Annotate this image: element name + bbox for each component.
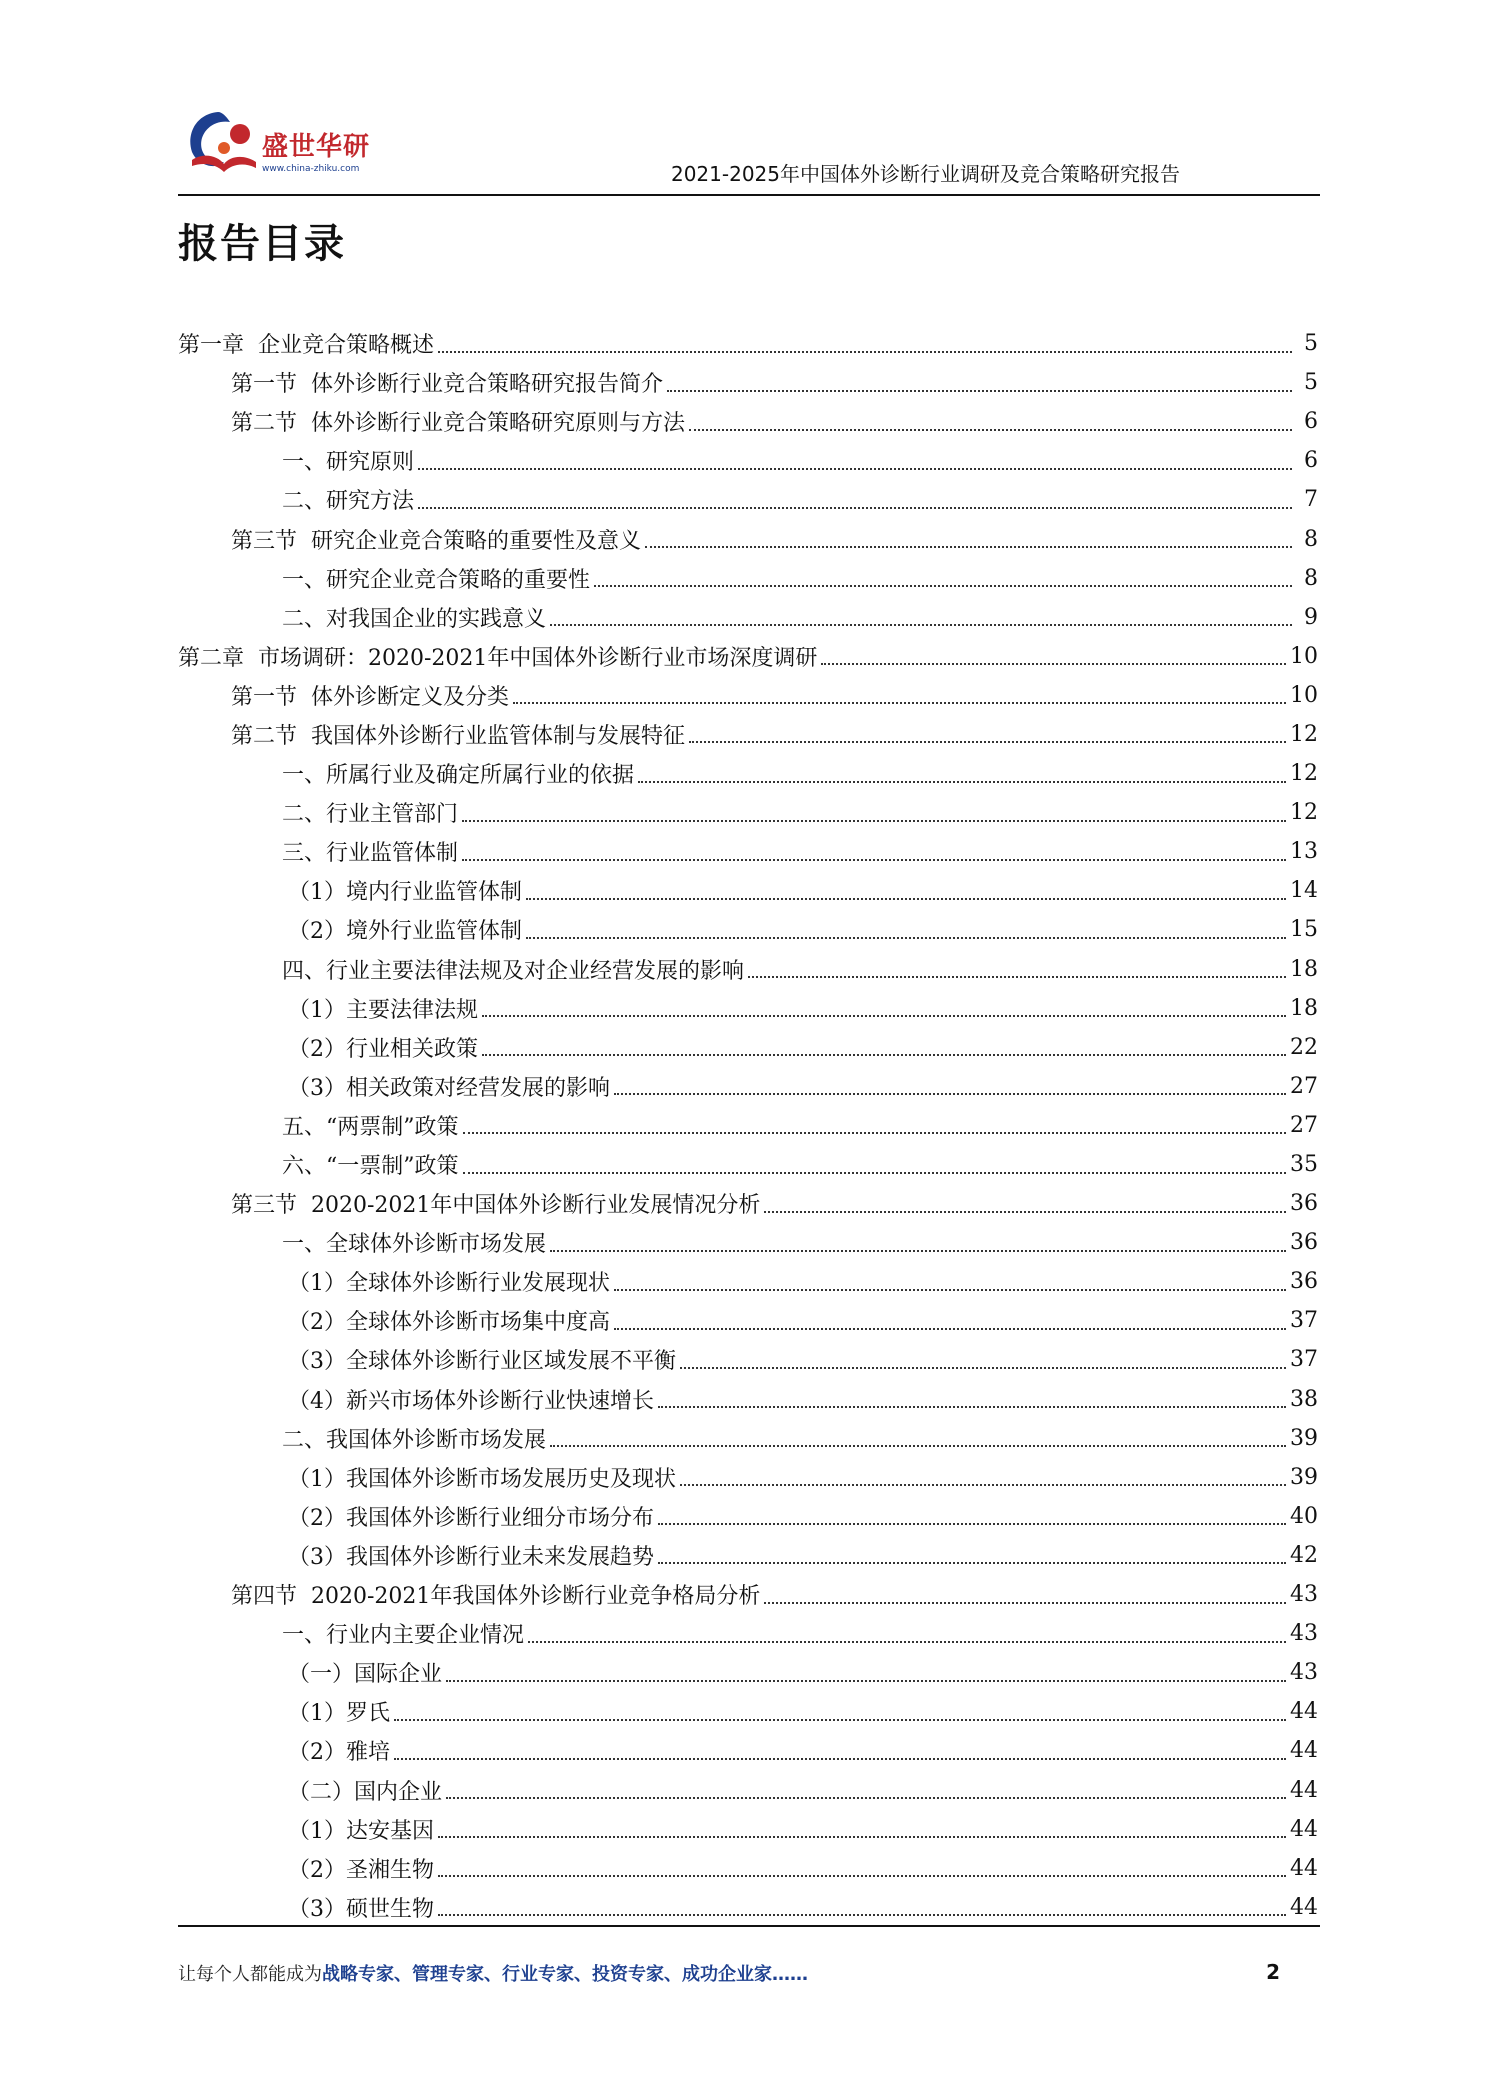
toc-entry-page: 27 (1290, 1073, 1318, 1099)
toc-dot-leader (446, 1797, 1286, 1799)
toc-entry-page: 10 (1290, 643, 1318, 669)
toc-entry[interactable] (178, 1614, 1318, 1653)
toc-entry-title: 第三节 研究企业竞合策略的重要性及意义 (231, 524, 643, 555)
toc-entry[interactable] (178, 1653, 1318, 1692)
toc-entry-page: 10 (1290, 682, 1318, 708)
toc-entry-page: 37 (1290, 1347, 1318, 1373)
toc-entry[interactable] (178, 519, 1318, 558)
toc-dot-leader (394, 1719, 1286, 1721)
toc-entry-page: 42 (1290, 1542, 1318, 1568)
toc-dot-leader (614, 1289, 1286, 1291)
toc-dot-leader (689, 741, 1286, 743)
toc-entry-title: （2）雅培 (288, 1735, 392, 1766)
logo-url: www.china-zhiku.com (262, 164, 360, 174)
toc-entry[interactable] (178, 363, 1318, 402)
toc-entry-page: 39 (1290, 1464, 1318, 1490)
toc-dot-leader (667, 390, 1292, 392)
toc-dot-leader (463, 1172, 1287, 1174)
toc-entry-title: 一、研究企业竞合策略的重要性 (282, 563, 592, 594)
toc-entry[interactable] (178, 989, 1318, 1028)
toc-entry-title: （2）行业相关政策 (288, 1032, 480, 1063)
toc-entry-page: 35 (1290, 1152, 1318, 1178)
toc-entry[interactable] (178, 324, 1318, 363)
toc-entry-page: 44 (1290, 1894, 1318, 1920)
toc-entry-title: 第三节 2020-2021年中国体外诊断行业发展情况分析 (231, 1188, 762, 1219)
toc-entry-title: 二、行业主管部门 (282, 797, 460, 828)
toc-dot-leader (658, 1523, 1286, 1525)
logo-name: 盛世华研 (262, 132, 371, 162)
toc-entry[interactable] (178, 1458, 1318, 1497)
toc-dot-leader (482, 1015, 1286, 1017)
toc-dot-leader (594, 585, 1292, 587)
toc-entry[interactable] (178, 1106, 1318, 1145)
toc-entry[interactable] (178, 832, 1318, 871)
toc-entry-title: （1）主要法律法规 (288, 993, 480, 1024)
toc-entry[interactable] (178, 1497, 1318, 1536)
toc-entry[interactable] (178, 754, 1318, 793)
toc-entry[interactable] (178, 910, 1318, 949)
toc-entry-page: 15 (1290, 917, 1318, 943)
toc-entry[interactable] (178, 598, 1318, 637)
document-title: 2021-2025年中国体外诊断行业调研及竞合策略研究报告 (670, 162, 1180, 186)
toc-entry-title: 一、所属行业及确定所属行业的依据 (282, 758, 636, 789)
toc-entry[interactable] (178, 676, 1318, 715)
toc-entry-title: （3）全球体外诊断行业区域发展不平衡 (288, 1344, 678, 1375)
toc-entry-page: 5 (1294, 331, 1318, 356)
footer-divider (178, 1925, 1320, 1927)
toc-entry-page: 37 (1290, 1308, 1318, 1334)
toc-dot-leader (550, 1250, 1286, 1252)
toc-dot-leader (680, 1484, 1286, 1486)
toc-entry-title: 一、行业内主要企业情况 (282, 1618, 526, 1649)
toc-dot-leader (764, 1211, 1286, 1213)
toc-entry[interactable] (178, 1888, 1318, 1927)
toc-entry-page: 6 (1294, 409, 1318, 434)
toc-dot-leader (658, 1406, 1286, 1408)
toc-entry-title: （2）全球体外诊断市场集中度高 (288, 1305, 612, 1336)
toc-entry-page: 5 (1294, 370, 1318, 395)
toc-dot-leader (821, 663, 1286, 665)
toc-entry-title: （1）达安基因 (288, 1814, 436, 1845)
toc-dot-leader (528, 1641, 1286, 1643)
toc-entry-title: 一、全球体外诊断市场发展 (282, 1227, 548, 1258)
toc-entry-page: 36 (1290, 1269, 1318, 1295)
toc-entry-title: （1）我国体外诊断市场发展历史及现状 (288, 1462, 678, 1493)
page-footer (178, 1960, 1320, 1990)
toc-entry-page: 7 (1294, 487, 1318, 512)
toc-entry-page: 13 (1290, 839, 1318, 865)
toc-entry-title: 第二节 我国体外诊断行业监管体制与发展特征 (231, 719, 687, 750)
toc-dot-leader (689, 429, 1292, 431)
toc-dot-leader (438, 1875, 1286, 1877)
toc-entry[interactable] (178, 950, 1318, 989)
toc-entry-title: 第一节 体外诊断行业竞合策略研究报告简介 (231, 367, 665, 398)
toc-entry-title: 第四节 2020-2021年我国体外诊断行业竞争格局分析 (231, 1579, 762, 1610)
page-heading: 报告目录 (178, 221, 346, 267)
toc-entry[interactable] (178, 715, 1318, 754)
toc-entry-page: 22 (1290, 1034, 1318, 1060)
header-divider (178, 194, 1320, 196)
toc-entry-title: （2）境外行业监管体制 (288, 914, 524, 945)
toc-dot-leader (550, 1445, 1286, 1447)
toc-entry-title: （二）国内企业 (288, 1775, 444, 1806)
toc-entry[interactable] (178, 871, 1318, 910)
toc-entry[interactable] (178, 1692, 1318, 1731)
toc-entry-title: （3）我国体外诊断行业未来发展趋势 (288, 1540, 656, 1571)
toc-dot-leader (438, 351, 1292, 353)
toc-entry[interactable] (178, 441, 1318, 480)
toc-entry-title: （1）全球体外诊断行业发展现状 (288, 1266, 612, 1297)
toc-dot-leader (394, 1758, 1286, 1760)
footer-slogan-prefix: 让每个人都能成为 (178, 1964, 322, 1985)
toc-dot-leader (638, 781, 1286, 783)
toc-dot-leader (418, 507, 1292, 509)
toc-entry[interactable] (178, 1340, 1318, 1379)
toc-entry-page: 36 (1290, 1191, 1318, 1217)
toc-entry[interactable] (178, 793, 1318, 832)
toc-entry-page: 8 (1294, 527, 1318, 552)
toc-dot-leader (645, 546, 1292, 548)
toc-entry-title: 一、研究原则 (282, 445, 416, 476)
toc-entry-page: 40 (1290, 1503, 1318, 1529)
toc-entry[interactable] (178, 1380, 1318, 1419)
toc-dot-leader (513, 702, 1286, 704)
toc-entry-page: 27 (1290, 1112, 1318, 1138)
toc-entry-page: 44 (1290, 1777, 1318, 1803)
toc-dot-leader (680, 1367, 1286, 1369)
toc-entry-page: 39 (1290, 1425, 1318, 1451)
toc-entry-page: 6 (1294, 448, 1318, 473)
toc-entry-page: 43 (1290, 1582, 1318, 1608)
toc-entry-page: 14 (1290, 878, 1318, 904)
toc-entry-page: 43 (1290, 1621, 1318, 1647)
toc-entry[interactable] (178, 1145, 1318, 1184)
toc-entry[interactable] (178, 1028, 1318, 1067)
toc-dot-leader (550, 624, 1292, 626)
toc-entry-title: 三、行业监管体制 (282, 836, 460, 867)
toc-entry-page: 12 (1290, 721, 1318, 747)
toc-entry[interactable] (178, 1301, 1318, 1340)
toc-dot-leader (418, 468, 1292, 470)
page-header (178, 100, 1320, 196)
toc-entry[interactable] (178, 1223, 1318, 1262)
toc-entry-title: （4）新兴市场体外诊断行业快速增长 (288, 1384, 656, 1415)
toc-entry[interactable] (178, 1575, 1318, 1614)
toc-entry-title: （2）我国体外诊断行业细分市场分布 (288, 1501, 656, 1532)
toc-entry-title: 第一节 体外诊断定义及分类 (231, 680, 511, 711)
toc-dot-leader (614, 1328, 1286, 1330)
toc-dot-leader (438, 1836, 1286, 1838)
toc-entry-title: （2）圣湘生物 (288, 1853, 436, 1884)
toc-entry-title: （1）罗氏 (288, 1696, 392, 1727)
toc-dot-leader (748, 976, 1286, 978)
toc-entry[interactable] (178, 1849, 1318, 1888)
table-of-contents (178, 324, 1318, 1927)
company-logo (178, 104, 378, 184)
toc-dot-leader (526, 898, 1286, 900)
toc-entry-title: 第二节 体外诊断行业竞合策略研究原则与方法 (231, 406, 687, 437)
toc-entry[interactable] (178, 480, 1318, 519)
toc-entry-page: 12 (1290, 800, 1318, 826)
toc-entry-page: 9 (1294, 605, 1318, 630)
toc-entry[interactable] (178, 1419, 1318, 1458)
toc-entry-page: 12 (1290, 761, 1318, 787)
toc-entry-page: 36 (1290, 1230, 1318, 1256)
toc-entry[interactable] (178, 1067, 1318, 1106)
toc-dot-leader (463, 1132, 1287, 1134)
toc-entry-page: 18 (1290, 995, 1318, 1021)
toc-dot-leader (658, 1562, 1286, 1564)
toc-dot-leader (462, 859, 1286, 861)
toc-entry[interactable] (178, 559, 1318, 598)
toc-dot-leader (614, 1093, 1286, 1095)
logo-emblem-icon (178, 104, 268, 184)
footer-slogan-highlight: 战略专家、管理专家、行业专家、投资专家、成功企业家…… (322, 1964, 808, 1985)
toc-entry-title: （3）相关政策对经营发展的影响 (288, 1071, 612, 1102)
toc-entry-title: 二、研究方法 (282, 484, 416, 515)
toc-entry-page: 44 (1290, 1855, 1318, 1881)
toc-entry[interactable] (178, 637, 1318, 676)
toc-entry[interactable] (178, 1731, 1318, 1770)
toc-entry[interactable] (178, 1184, 1318, 1223)
toc-dot-leader (438, 1914, 1286, 1916)
toc-entry-page: 44 (1290, 1738, 1318, 1764)
toc-entry-page: 44 (1290, 1816, 1318, 1842)
toc-entry-title: （一）国际企业 (288, 1657, 444, 1688)
toc-entry-title: （3）硕世生物 (288, 1892, 436, 1923)
toc-entry-title: 第二章 市场调研：2020-2021年中国体外诊断行业市场深度调研 (178, 641, 819, 672)
toc-entry-title: 二、我国体外诊断市场发展 (282, 1423, 548, 1454)
toc-entry-page: 18 (1290, 956, 1318, 982)
toc-entry-page: 38 (1290, 1386, 1318, 1412)
toc-entry-title: 五、“两票制”政策 (282, 1110, 461, 1141)
toc-entry-page: 43 (1290, 1660, 1318, 1686)
toc-entry[interactable] (178, 1262, 1318, 1301)
toc-entry-title: 二、对我国企业的实践意义 (282, 602, 548, 633)
toc-entry-page: 8 (1294, 566, 1318, 591)
toc-entry-title: 四、行业主要法律法规及对企业经营发展的影响 (282, 954, 746, 985)
page-number: 2 (1266, 1960, 1280, 1984)
toc-entry[interactable] (178, 402, 1318, 441)
toc-entry-title: （1）境内行业监管体制 (288, 875, 524, 906)
toc-dot-leader (482, 1054, 1286, 1056)
toc-entry-title: 六、“一票制”政策 (282, 1149, 461, 1180)
toc-entry[interactable] (178, 1536, 1318, 1575)
toc-entry[interactable] (178, 1810, 1318, 1849)
toc-entry[interactable] (178, 1770, 1318, 1809)
toc-entry-title: 第一章 企业竞合策略概述 (178, 328, 436, 359)
toc-dot-leader (526, 937, 1286, 939)
toc-dot-leader (764, 1602, 1286, 1604)
toc-dot-leader (446, 1680, 1286, 1682)
toc-dot-leader (462, 820, 1286, 822)
toc-entry-page: 44 (1290, 1699, 1318, 1725)
